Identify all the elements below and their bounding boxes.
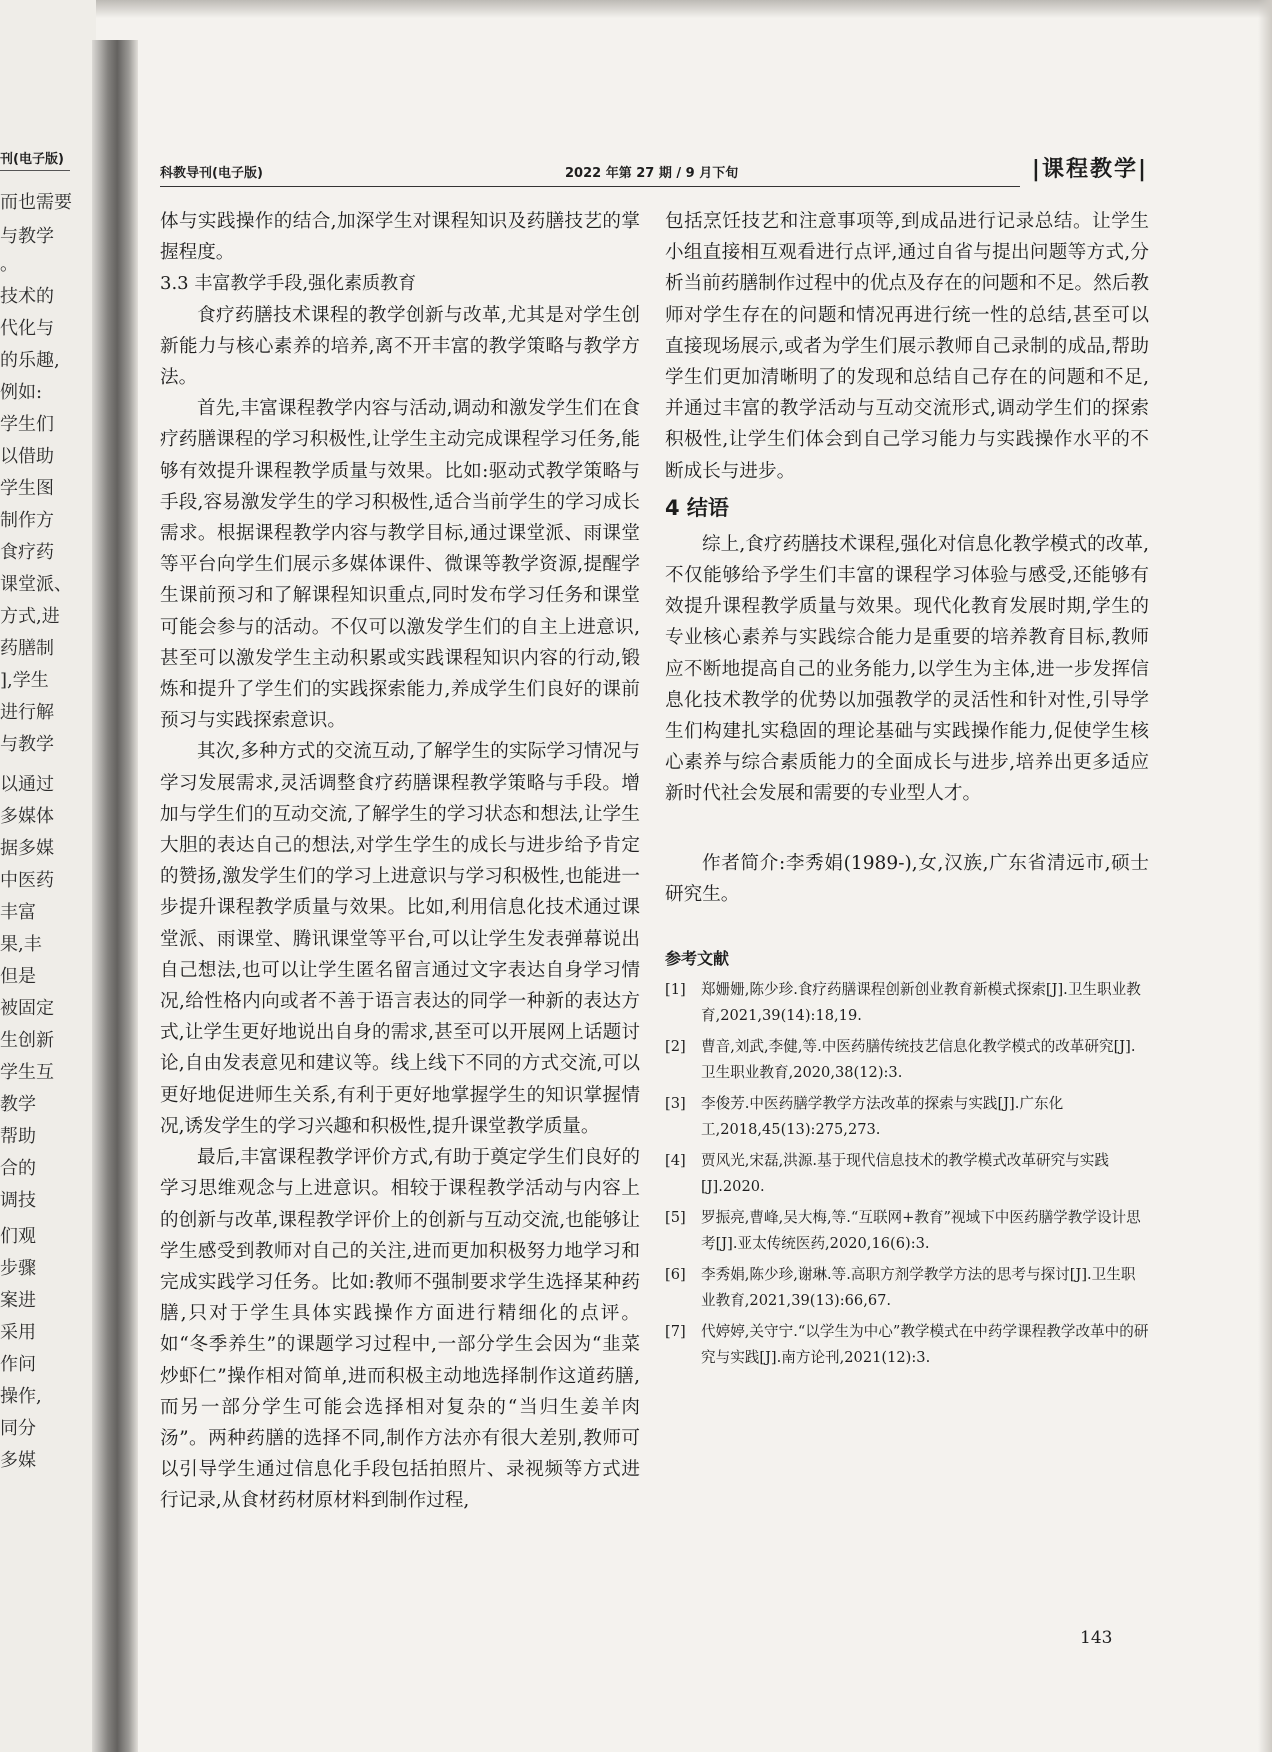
previous-page-line: 学生互 <box>0 1062 54 1083</box>
scan-right-edge <box>1258 0 1272 1752</box>
previous-page-line: 学生们 <box>0 414 54 435</box>
paragraph: 综上,食疗药膳技术课程,强化对信息化教学模式的改革,不仅能够给予学生们丰富的课程学习体验与感受,还能够有效提升课程教学质量与效果。现代化教育发展时期,学生的专业核心素养与实践综合能力是重要的培养教育目标,教师应不断地提高自己的业务能力,以学生为主体,进一步发挥信息化技术教学的优势以加强教学的灵活性和针对性,引导学生们构建扎实稳固的理论基础与实践操作能力,促使学生核心素养与综合素质能力的全面成长与进步,培养出更多适应新时代社会发展和需要的专业型人才。 <box>665 533 1149 805</box>
reference-number: [7] <box>665 1323 686 1341</box>
previous-page-line: 调技 <box>0 1190 36 1211</box>
previous-page-line: 丰富 <box>0 902 36 923</box>
reference-text: 贾风光,宋磊,洪源.基于现代信息技术的教学模式改革研究与实践[J].2020. <box>701 1152 1109 1195</box>
references-title: 参考文献 <box>665 949 730 969</box>
reference-item <box>665 1148 1149 1199</box>
reference-number: [4] <box>665 1152 686 1170</box>
paragraph: 食疗药膳技术课程的教学创新与改革,尤其是对学生创新能力与核心素养的培养,离不开丰富的教学策略与教学方法。 <box>160 304 640 389</box>
reference-text: 郑姗姗,陈少珍.食疗药膳课程创新创业教育新模式探索[J].卫生职业教育,2021,39(14):18,19. <box>701 981 1141 1024</box>
previous-page-line: 多媒体 <box>0 806 54 827</box>
previous-page-line: ],学生 <box>0 670 49 691</box>
reference-item <box>665 1205 1149 1256</box>
references-list <box>665 977 1149 1370</box>
previous-page-line: 代化与 <box>0 318 54 339</box>
previous-page-line: 课堂派、 <box>0 574 72 595</box>
paragraph: 首先,丰富课程教学内容与活动,调动和激发学生们在食疗药膳课程的学习积极性,让学生主动完成课程学习任务,能够有效提升课程教学质量与效果。比如:驱动式教学策略与手段,容易激发学生的学习积极性,适合当前学生的学习成长需求。根据课程教学内容与教学目标,通过课堂派、雨课堂等平台向学生们展示多媒体课件、微课等教学资源,提醒学生课前预习和了解课程知识重点,同时发布学习任务和课堂可能会参与的活动。不仅可以激发学生们的自主上进意识,甚至可以激发学生主动积累或实践课程知识内容的行动,锻炼和提升了学生们的实践探索能力,养成学生们良好的课前预习与实践探索意识。 <box>160 398 640 732</box>
paragraph: 其次,多种方式的交流互动,了解学生的实际学习情况与学习发展需求,灵活调整食疗药膳课程教学策略与手段。增加与学生们的互动交流,了解学生的学习状态和想法,让学生大胆的表达自己的想法,对学生学生的成长与进步给予肯定的赞扬,激发学生们的学习上进意识与学习积极性,也能进一步提升课程教学质量与效果。比如,利用信息化技术通过课堂派、雨课堂、腾讯课堂等平台,可以让学生发表弹幕说出自己想法,也可以让学生匿名留言通过文字表达自身学习情况,给性格内向或者不善于语言表达的同学一种新的表达方式,让学生更好地说出自身的需求,甚至可以开展网上话题讨论,自由发表意见和建议等。线上线下不同的方式交流,可以更好地促进师生关系,有利于更好地掌握学生的知识掌握情况,诱发学生的学习兴趣和积极性,提升课堂教学质量。 <box>160 741 640 1137</box>
reference-text: 罗振亮,曹峰,吴大梅,等.“互联网+教育”视域下中医药膳学教学设计思考[J].亚太传统医药,2020,16(6):3. <box>701 1209 1141 1252</box>
previous-page-line: 操作, <box>0 1386 42 1407</box>
previous-page-line: 而也需要 <box>0 192 72 213</box>
reference-text: 李秀娟,陈少珍,谢琳.等.高职方剂学教学方法的思考与探讨[J].卫生职业教育,2021,39(13):66,67. <box>701 1266 1136 1309</box>
previous-page-line: 与教学 <box>0 226 54 247</box>
previous-page-header: 刊(电子版) <box>0 148 70 167</box>
previous-page-line: 以通过 <box>0 774 54 795</box>
previous-page-line: 教学 <box>0 1094 36 1115</box>
previous-page-line: 们观 <box>0 1226 36 1247</box>
section-title: |课程教学| <box>1031 157 1148 182</box>
reference-number: [1] <box>665 981 686 999</box>
previous-page-line: 果,丰 <box>0 934 42 955</box>
reference-number: [6] <box>665 1266 686 1284</box>
reference-item <box>665 1319 1149 1370</box>
previous-page-line: 制作方 <box>0 510 54 531</box>
reference-text: 李俊芳.中医药膳学教学方法改革的探索与实践[J].广东化工,2018,45(13):275,273. <box>701 1095 1064 1138</box>
paragraph: 包括烹饪技艺和注意事项等,到成品进行记录总结。让学生小组直接相互观看进行点评,通过自省与提出问题等方式,分析当前药膳制作过程中的优点及存在的问题和不足。然后教师对学生存在的问题和情况再进行统一性的总结,甚至可以直接现场展示,或者为学生们展示教师自己录制的成品,帮助学生们更加清晰明了的发现和总结自己存在的问题和不足,并通过丰富的教学活动与互动交流形式,调动学生们的探索积极性,让学生们体会到自己学习能力与实践操作水平的不断成长与进步。 <box>665 211 1149 482</box>
previous-page-line: 例如: <box>0 382 43 403</box>
previous-page-line: 进行解 <box>0 702 54 723</box>
header-rule <box>160 186 1020 187</box>
previous-page-line: 合的 <box>0 1158 36 1179</box>
previous-page-line: 据多媒 <box>0 838 54 859</box>
paragraph: 体与实践操作的结合,加深学生对课程知识及药膳技艺的掌握程度。 <box>160 211 640 264</box>
previous-page-line: 作问 <box>0 1354 36 1375</box>
previous-page-line: 。 <box>0 254 18 275</box>
previous-page-line: 采用 <box>0 1322 36 1343</box>
section-heading-3-3: 3.3 丰富教学手段,强化素质教育 <box>160 273 417 295</box>
section-heading-4: 4 结语 <box>665 495 729 520</box>
previous-page-line: 但是 <box>0 966 36 987</box>
running-header <box>160 157 1148 190</box>
previous-page-strip <box>0 0 96 1752</box>
previous-page-line: 药膳制 <box>0 638 54 659</box>
previous-page-line: 步骤 <box>0 1258 36 1279</box>
page-number: 143 <box>1080 1628 1113 1648</box>
previous-page-line: 帮助 <box>0 1126 36 1147</box>
previous-page-line: 方式,进 <box>0 606 60 627</box>
reference-number: [2] <box>665 1038 686 1056</box>
reference-item <box>665 1034 1149 1085</box>
reference-item <box>665 1091 1149 1142</box>
previous-page-line: 学生图 <box>0 478 54 499</box>
journal-name: 科教导刊(电子版) <box>160 166 263 181</box>
previous-page-line: 与教学 <box>0 734 54 755</box>
paragraph: 最后,丰富课程教学评价方式,有助于奠定学生们良好的学习思维观念与上进意识。相较于课程教学活动与内容上的创新与改革,课程教学评价上的创新与互动交流,也能够让学生感受到教师对自己的关注,进而更加积极努力地学习和完成实践学习任务。比如:教师不强制要求学生选择某种药膳,只对于学生具体实践操作方面进行精细化的点评。如“冬季养生”的课题学习过程中,一部分学生会因为“韭菜炒虾仁”操作相对简单,进而积极主动地选择制作这道药膳,而另一部分学生可能会选择相对复杂的“当归生姜羊肉汤”。两种药膳的选择不同,制作方法亦有很大差别,教师可以引导学生通过信息化手段包括拍照片、录视频等方式进行记录,从食材药材原材料到制作过程, <box>160 1147 640 1512</box>
binding-gutter-shadow <box>92 40 138 1752</box>
reference-text: 代婷婷,关守宁.“以学生为中心”教学模式在中药学课程教学改革中的研究与实践[J].南方论刊,2021(12):3. <box>701 1323 1149 1366</box>
previous-page-line: 案进 <box>0 1290 36 1311</box>
reference-item <box>665 1262 1149 1313</box>
right-column <box>665 206 1149 1376</box>
scan-top-shadow <box>0 0 1272 18</box>
previous-page-line: 技术的 <box>0 286 54 307</box>
left-column <box>160 206 640 1517</box>
previous-page-line: 生创新 <box>0 1030 54 1051</box>
previous-page-line: 食疗药 <box>0 542 54 563</box>
issue-info: 2022 年第 27 期 / 9 月下旬 <box>565 166 739 181</box>
reference-item <box>665 977 1149 1028</box>
previous-page-line: 中医药 <box>0 870 54 891</box>
author-bio: 作者简介:李秀娟(1989-),女,汉族,广东省清远市,硕士研究生。 <box>665 852 1149 905</box>
previous-page-line: 的乐趣, <box>0 350 60 371</box>
previous-page-line: 以借助 <box>0 446 54 467</box>
reference-number: [5] <box>665 1209 686 1227</box>
previous-page-line: 同分 <box>0 1418 36 1439</box>
previous-page-line: 多媒 <box>0 1450 36 1471</box>
reference-text: 曹音,刘武,李健,等.中医药膳传统技艺信息化教学模式的改革研究[J].卫生职业教育,2020,38(12):3. <box>701 1038 1136 1081</box>
reference-number: [3] <box>665 1095 686 1113</box>
previous-page-line: 被固定 <box>0 998 54 1019</box>
